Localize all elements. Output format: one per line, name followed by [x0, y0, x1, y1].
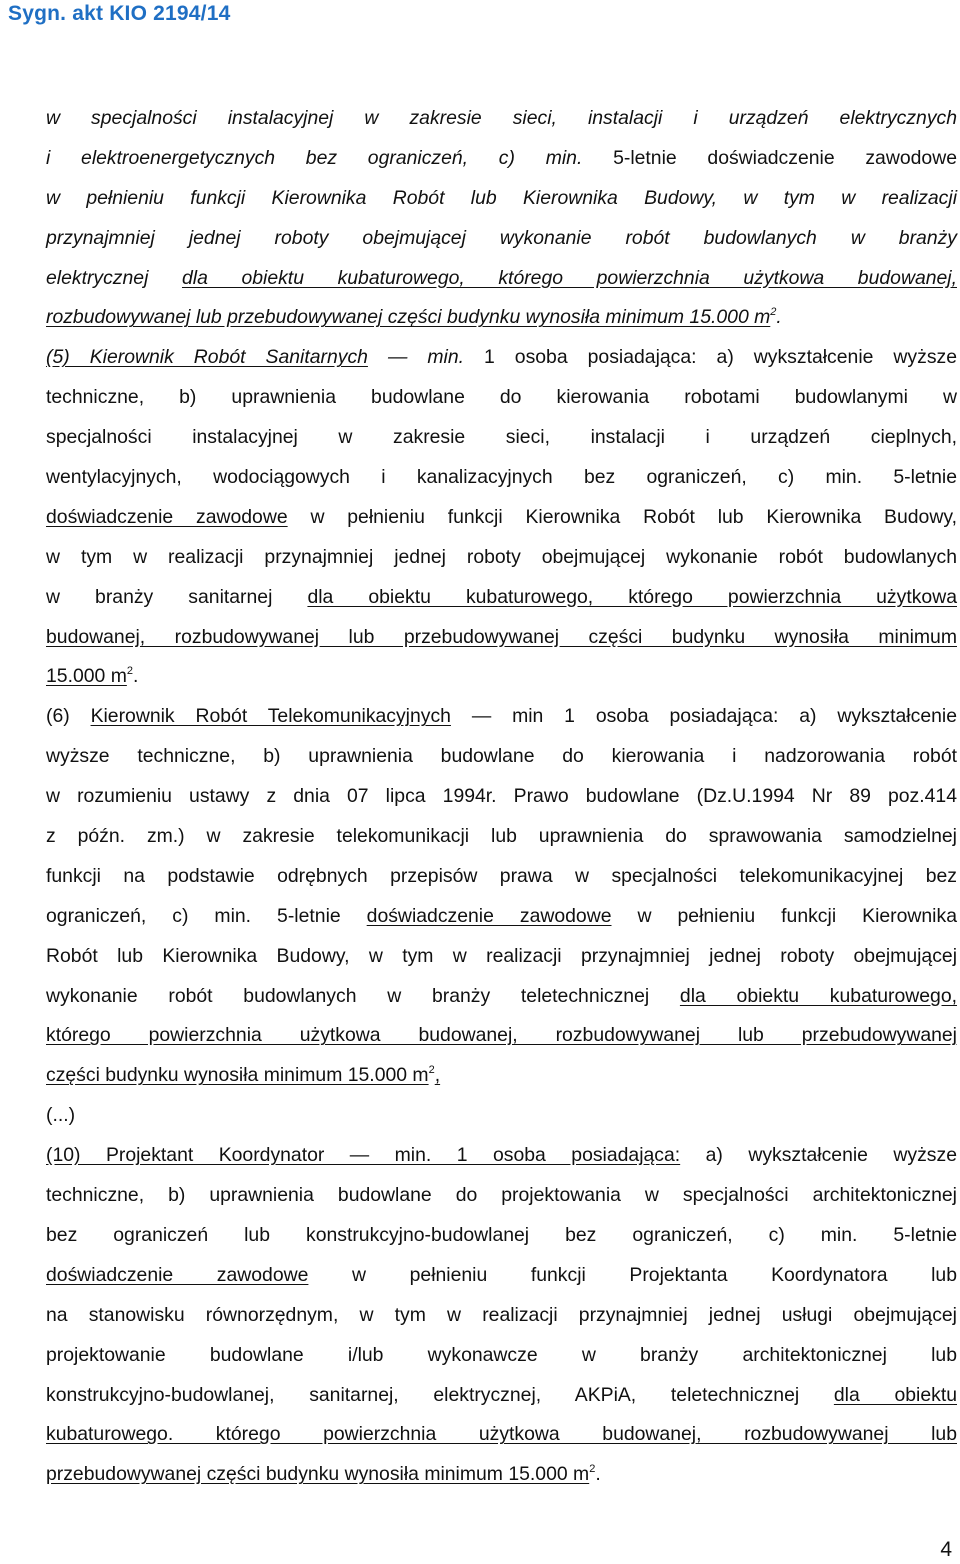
- text-line: [46, 1256, 957, 1296]
- text-line: [46, 977, 957, 1017]
- text-segment: przynajmniej jednej roboty obejmującej wykonanie robót budowlanych w branży: [46, 226, 957, 249]
- text-line: [46, 897, 957, 937]
- text-line: [46, 1415, 957, 1455]
- text-segment: w rozumieniu ustawy z dnia 07 lipca 1994r. Prawo budowlane (Dz.U.1994 Nr 89 poz.414: [46, 785, 957, 808]
- text-line: [46, 418, 957, 458]
- text-line: [46, 578, 957, 618]
- text-line: [46, 378, 957, 418]
- text-line: [46, 817, 957, 857]
- text-segment: bez ograniczeń lub konstrukcyjno-budowlanej bez ograniczeń, c) min. 5-letnie: [46, 1223, 957, 1246]
- text-line: [46, 259, 957, 299]
- text-line: [46, 338, 957, 378]
- underlined-text: doświadczenie zawodowe: [366, 904, 612, 927]
- text-segment: elektrycznej: [46, 266, 182, 289]
- text-line: [46, 857, 957, 897]
- underlined-text: budowanej, rozbudowywanej lub przebudowywanej części budynku wynosiła minimum: [46, 625, 957, 648]
- superscript: 2: [589, 1463, 596, 1476]
- text-segment: w tym w realizacji przynajmniej jednej roboty obejmującej wykonanie robót budowlanych: [46, 545, 957, 568]
- text-segment: 1 osoba posiadająca: a) wykształcenie wyższe: [484, 346, 957, 369]
- text-segment: z późn. zm.) w zakresie telekomunikacji lub uprawnienia do sprawowania samodzielnej: [46, 825, 957, 848]
- text-line: [46, 498, 957, 538]
- text-line: [46, 179, 957, 219]
- underlined-text: dla obiektu kubaturowego,: [679, 984, 958, 1007]
- underlined-text: dla obiektu kubaturowego, którego powierzchnia użytkowa budowanej,: [181, 266, 957, 289]
- superscript: 2: [428, 1064, 435, 1077]
- text-line: [46, 697, 957, 737]
- text-line: [46, 1455, 957, 1495]
- text-segment: w pełnieniu funkcji Kierownika Robót lub Kierownika Budowy,: [287, 505, 957, 528]
- text-line: [46, 777, 957, 817]
- text-line: [46, 298, 957, 338]
- superscript: 2: [770, 306, 777, 319]
- text-segment: — min 1 osoba posiadająca: a) wykształcenie: [450, 705, 957, 728]
- page-number: 4: [940, 1538, 952, 1561]
- text-line: [46, 618, 957, 658]
- text-segment: konstrukcyjno-budowlanej, sanitarnej, elektrycznej, AKPiA, teletechnicznej: [46, 1383, 834, 1406]
- underlined-text: dla obiektu: [833, 1383, 957, 1406]
- text-segment: (...): [46, 1104, 76, 1127]
- text-segment: w pełnieniu funkcji Kierownika: [611, 904, 957, 927]
- text-segment: techniczne, b) uprawnienia budowlane do kierowania robotami budowlanymi w: [46, 386, 957, 409]
- text-line: [46, 1216, 957, 1256]
- text-line: [46, 1096, 957, 1136]
- underlined-text: doświadczenie zawodowe: [46, 1263, 309, 1286]
- text-segment: w pełnieniu funkcji Projektanta Koordynatora lub: [308, 1263, 957, 1286]
- document-body: [46, 99, 957, 1495]
- underlined-text: Kierownik Robót Telekomunikacyjnych: [90, 705, 451, 728]
- text-segment: w specjalności instalacyjnej w zakresie sieci, instalacji i urządzeń elektrycznych: [46, 107, 957, 129]
- text-segment: techniczne, b) uprawnienia budowlane do projektowania w specjalności architektonicznej: [46, 1184, 957, 1207]
- document-header: [0, 0, 238, 30]
- text-segment: projektowanie budowlane i/lub wykonawcze w branży architektonicznej lub: [46, 1343, 957, 1366]
- underlined-text: części budynku wynosiła minimum 15.000 m: [46, 1064, 429, 1087]
- text-line: [46, 1056, 957, 1096]
- underlined-text: którego powierzchnia użytkowa budowanej, rozbudowywanej lub przebudowywanej: [46, 1024, 957, 1047]
- text-line: [46, 1176, 957, 1216]
- text-segment: w pełnieniu funkcji Kierownika Robót lub Kierownika Budowy, w tym w realizacji: [46, 186, 957, 209]
- text-segment: (6): [46, 705, 91, 728]
- text-segment: funkcji na podstawie odrębnych przepisów prawa w specjalności telekomunikacyjnej bez: [46, 864, 957, 887]
- text-segment: i elektroenergetycznych bez ograniczeń, c) min.: [46, 146, 614, 169]
- text-line: [46, 139, 957, 179]
- text-segment: specjalności instalacyjnej w zakresie sieci, instalacji i urządzeń cieplnych,: [46, 426, 957, 449]
- text-line: [46, 99, 957, 139]
- text-line: [46, 1136, 957, 1176]
- underlined-text: 15.000 m: [46, 665, 127, 688]
- text-segment: 5-letnie doświadczenie zawodowe: [613, 146, 957, 169]
- text-segment: .: [595, 1463, 601, 1486]
- text-segment: w branży sanitarnej: [46, 585, 308, 608]
- text-segment: .: [776, 306, 782, 329]
- text-segment: wentylacyjnych, wodociągowych i kanalizacyjnych bez ograniczeń, c) min. 5-letnie: [46, 466, 957, 489]
- text-line: [46, 538, 957, 578]
- underlined-text: doświadczenie zawodowe: [46, 505, 288, 528]
- superscript: 2: [126, 665, 133, 678]
- text-line: [46, 937, 957, 977]
- text-line: [46, 219, 957, 259]
- text-segment: ograniczeń, c) min. 5-letnie: [46, 904, 367, 927]
- text-line: [46, 657, 957, 697]
- underlined-text: przebudowywanej części budynku wynosiła minimum 15.000 m: [46, 1463, 590, 1486]
- text-segment: a) wykształcenie wyższe: [680, 1144, 957, 1167]
- text-segment: .: [132, 665, 139, 688]
- text-line: [46, 1376, 957, 1416]
- underlined-text: (5) Kierownik Robót Sanitarnych: [46, 346, 368, 369]
- text-segment: wykonanie robót budowlanych w branży teletechnicznej: [46, 984, 680, 1007]
- text-line: [46, 737, 957, 777]
- underlined-text: dla obiektu kubaturowego, którego powierzchnia użytkowa: [307, 585, 957, 608]
- underlined-text: (10) Projektant Koordynator — min. 1 osoba posiadająca:: [46, 1144, 681, 1167]
- underlined-text: ,: [434, 1064, 441, 1087]
- text-segment: wyższe techniczne, b) uprawnienia budowlane do kierowania i nadzorowania robót: [46, 745, 957, 768]
- text-line: [46, 458, 957, 498]
- case-signature-title: Sygn. akt KIO 2194/14: [8, 2, 231, 25]
- underlined-text: rozbudowywanej lub przebudowywanej części budynku wynosiła minimum 15.000 m: [46, 306, 771, 329]
- underlined-text: kubaturowego. którego powierzchnia użytkowa budowanej, rozbudowywanej lub: [46, 1423, 957, 1446]
- text-segment: na stanowisku równorzędnym, w tym w realizacji przynajmniej jednej usługi obejmującej: [46, 1303, 957, 1326]
- text-line: [46, 1016, 957, 1056]
- text-line: [46, 1296, 957, 1336]
- text-line: [46, 1336, 957, 1376]
- text-segment: Robót lub Kierownika Budowy, w tym w realizacji przynajmniej jednej roboty obejmującej: [46, 944, 957, 967]
- text-segment: — min.: [367, 346, 484, 369]
